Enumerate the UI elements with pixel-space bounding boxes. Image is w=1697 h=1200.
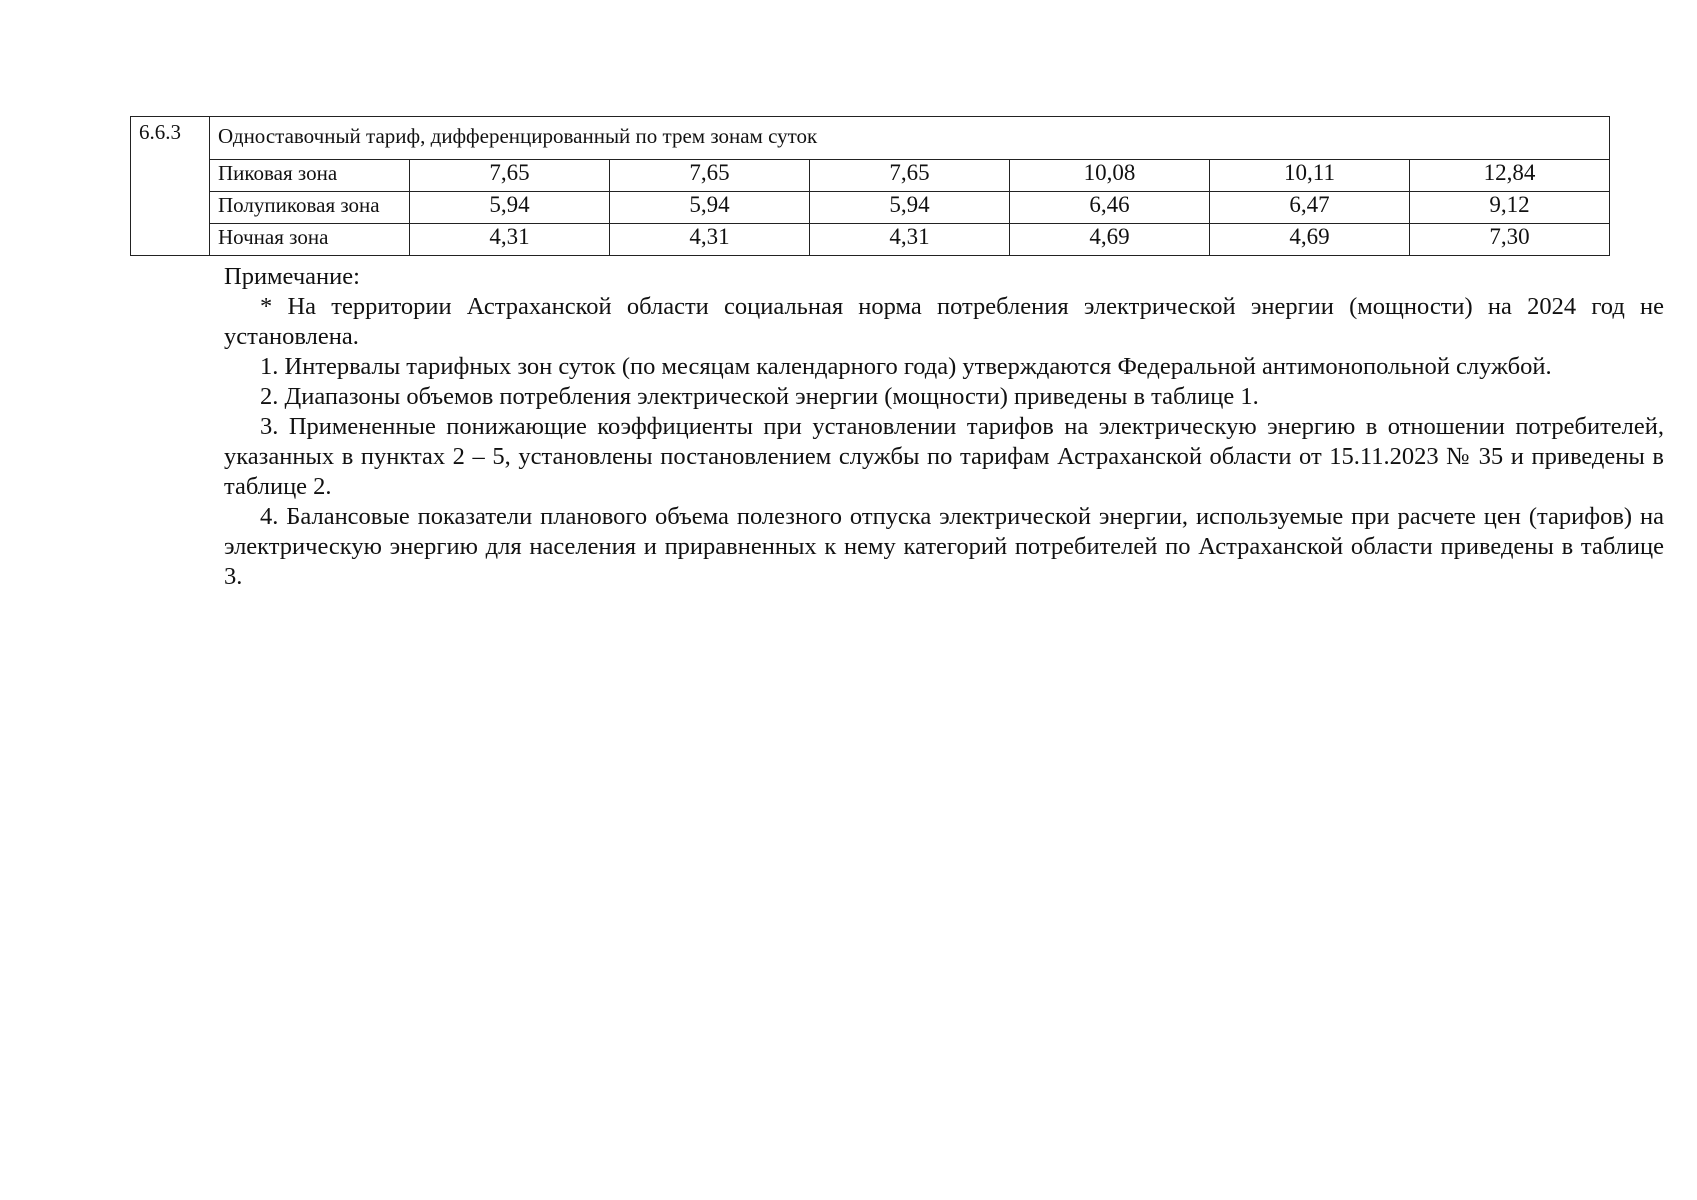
value-cell: 5,94	[810, 192, 1010, 224]
table-row	[131, 192, 1610, 224]
item-number-cell: 6.6.3	[131, 117, 210, 256]
value-cell: 7,65	[810, 160, 1010, 192]
value-cell: 10,11	[1210, 160, 1410, 192]
tariff-heading-cell: Одноставочный тариф, дифференцированный по трем зонам суток	[210, 117, 1610, 160]
value-cell: 6,46	[1010, 192, 1210, 224]
zone-name-cell: Полупиковая зона	[210, 192, 410, 224]
value-cell: 4,69	[1210, 224, 1410, 256]
value-cell: 12,84	[1410, 160, 1610, 192]
tariff-table	[130, 116, 1610, 256]
value-cell: 6,47	[1210, 192, 1410, 224]
value-cell: 5,94	[610, 192, 810, 224]
table-row	[131, 224, 1610, 256]
note-item: 4. Балансовые показатели планового объема полезного отпуска электрической энергии, используемые при расчете цен (тарифов) на электрическую энергию для населения и приравненных к нему категорий потребителей по Астраханской области приведены в таблице 3.	[224, 503, 1664, 590]
value-cell: 4,69	[1010, 224, 1210, 256]
notes-section	[224, 262, 1664, 592]
value-cell: 7,30	[1410, 224, 1610, 256]
value-cell: 5,94	[410, 192, 610, 224]
zone-name-cell: Пиковая зона	[210, 160, 410, 192]
table-heading-row	[131, 117, 1610, 160]
value-cell: 7,65	[610, 160, 810, 192]
value-cell: 7,65	[410, 160, 610, 192]
zone-name-cell: Ночная зона	[210, 224, 410, 256]
note-item: 1. Интервалы тарифных зон суток (по месяцам календарного года) утверждаются Федеральной антимонопольной службой.	[260, 353, 1552, 380]
table-row	[131, 160, 1610, 192]
note-item: 3. Примененные понижающие коэффициенты при установлении тарифов на электрическую энергию в отношении потребителей, указанных в пунктах 2 – 5, установлены постановлением службы по тарифам Астраханской области от 15.11.2023 № 35 и приведены в таблице 2.	[224, 413, 1664, 500]
value-cell: 10,08	[1010, 160, 1210, 192]
notes-caption: Примечание:	[224, 263, 360, 290]
value-cell: 4,31	[610, 224, 810, 256]
note-item: 2. Диапазоны объемов потребления электрической энергии (мощности) приведены в таблице 1.	[260, 383, 1259, 410]
note-item: * На территории Астраханской области социальная норма потребления электрической энергии (мощности) на 2024 год не установлена.	[224, 293, 1664, 350]
value-cell: 9,12	[1410, 192, 1610, 224]
value-cell: 4,31	[410, 224, 610, 256]
value-cell: 4,31	[810, 224, 1010, 256]
